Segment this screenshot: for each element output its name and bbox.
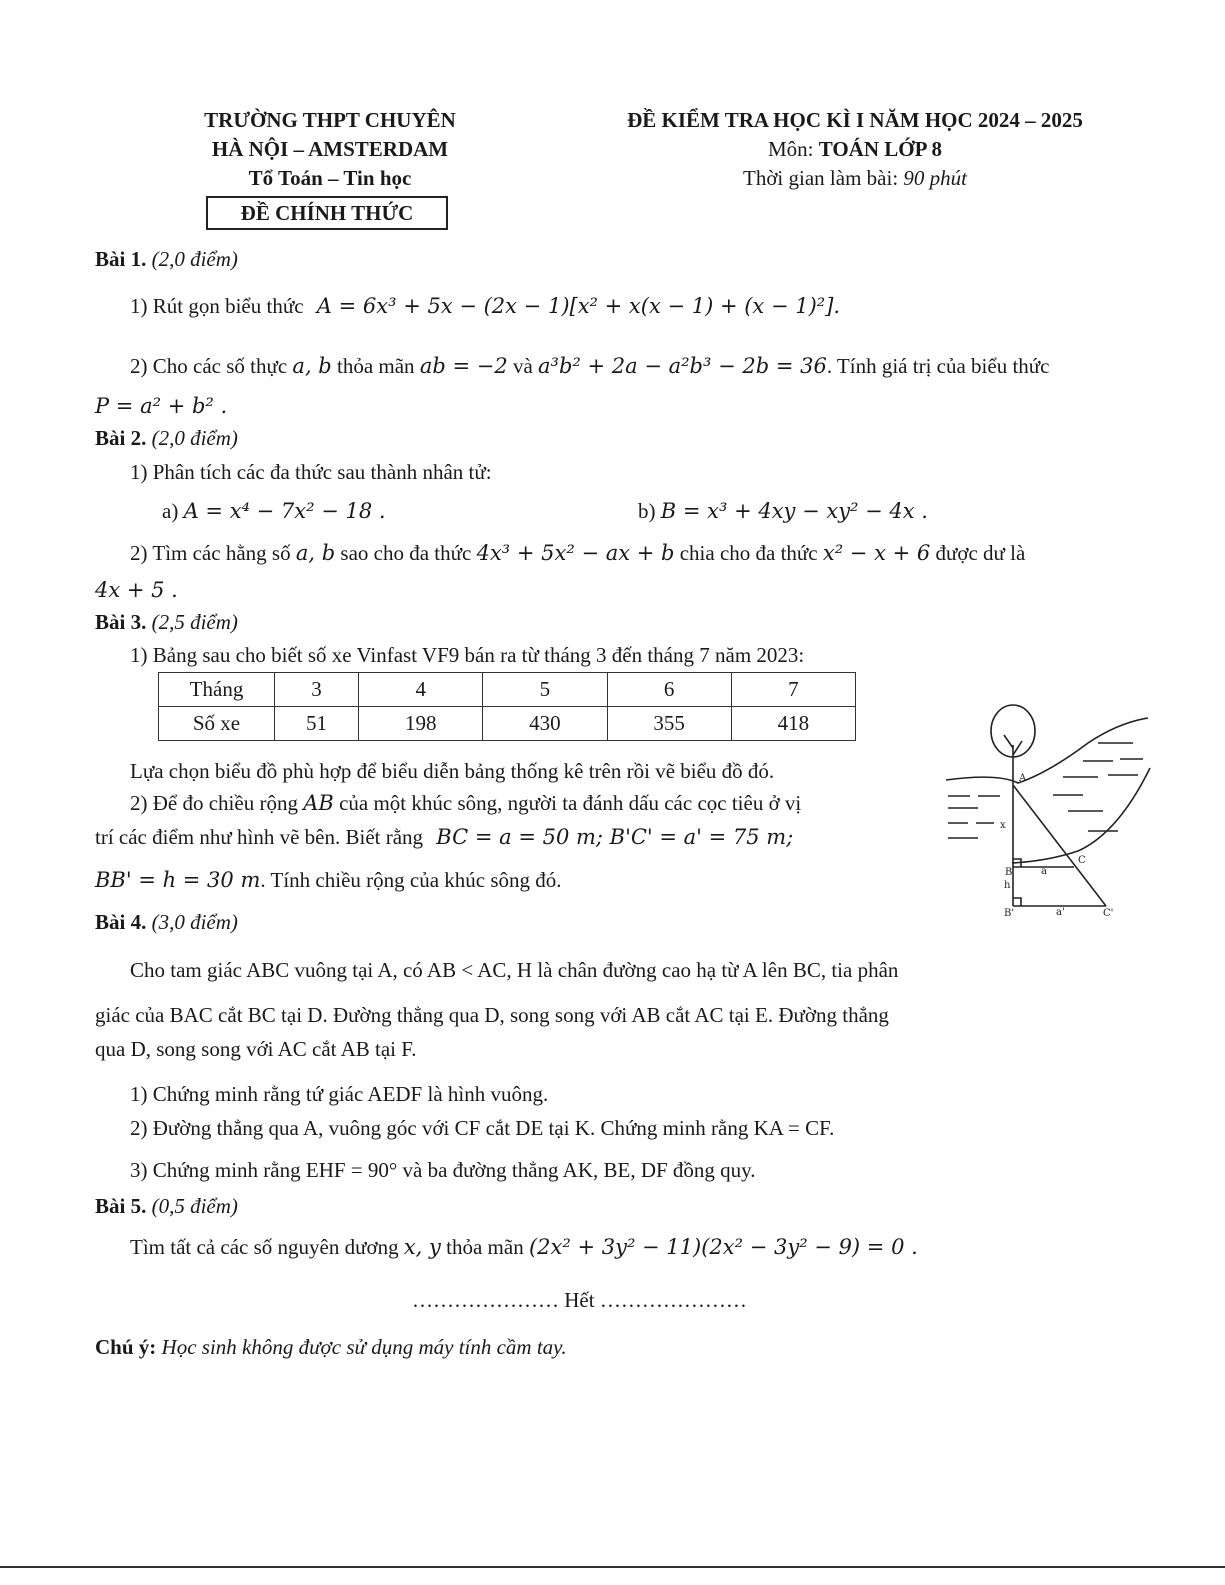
bai1-q1-text: 1) Rút gọn biểu thức [130,294,304,318]
bai4-q1: 1) Chứng minh rằng tứ giác AEDF là hình vuông. [130,1082,549,1106]
bai3-q2-l1a: 2) Để đo chiều rộng [130,791,298,815]
bai1-q2-and: và [512,354,533,378]
bai2-q1-text: 1) Phân tích các đa thức sau thành nhân tử: [130,460,492,484]
label-A: A [1019,773,1027,784]
label-a2: a' [1056,907,1065,918]
bai5-q-text: Tìm tất cả các số nguyên dương [130,1235,399,1259]
bai1-q1 [130,294,840,319]
bai3-q2-l3b: . Tính chiều rộng của khúc sông đó. [260,868,562,892]
bai1-q2-text2: thỏa mãn [337,354,415,378]
bai2-q2-div: x² − x + 6 [822,541,931,565]
note [95,1335,567,1360]
label-C: C [1078,855,1086,866]
official-badge: ĐỀ CHÍNH THỨC [206,196,448,230]
bai2-qa [162,499,386,524]
table-cell: 5 [483,673,607,707]
bai3-q2-l2a: trí các điểm như hình vẽ bên. Biết rằng [95,825,424,849]
table-cell: 198 [359,707,483,741]
school-line2: HÀ NỘI – AMSTERDAM [211,137,449,161]
bai2-heading [95,426,238,451]
bai1-q2-vars: a, b [292,354,332,378]
table-cell: 6 [607,673,731,707]
bai1-q2-text1: 2) Cho các số thực [130,354,288,378]
bai2-q2-text4: được dư là [935,541,1026,565]
label-B: B [1005,867,1013,878]
time-value: 90 phút [903,166,967,190]
bai2-q2-vars: a, b [295,541,336,565]
label-h: h [1004,880,1011,891]
table-cell: 3 [275,673,359,707]
bai3-q2-line1 [130,791,801,816]
bai5-q-vars: x, y [403,1235,441,1259]
bai4-points: (3,0 điểm) [151,910,238,934]
bai1-q2 [130,354,1050,379]
bottom-rule [0,1566,1225,1568]
bai3-q1-after: Lựa chọn biểu đồ phù hợp để biểu diễn bảng thống kê trên rồi vẽ biểu đồ đó. [130,759,775,783]
bai3-q2-l1b: AB [303,791,334,815]
bai3-points: (2,5 điểm) [151,610,238,634]
bai4-p-line1: Cho tam giác ABC vuông tại A, có AB < AC, H là chân đường cao hạ từ A lên BC, tia phân [130,958,899,982]
bai4-q2: 2) Đường thẳng qua A, vuông góc với CF cắt DE tại K. Chứng minh rằng KA = CF. [130,1116,835,1140]
bai5-q-text2: thỏa mãn [446,1235,524,1259]
bai1-q2-expr: P = a² + b² . [95,394,228,418]
bai1-heading [95,247,238,272]
bai1-q2-cond1: ab = −2 [419,354,508,378]
end-marker: ………………… Hết ………………… [412,1288,747,1312]
bai2-q2-poly: 4x³ + 5x² − ax + b [476,541,675,565]
table-head-cars: Số xe [159,707,275,741]
bai3-q2-l1c: của một khúc sông, người ta đánh dấu các cọc tiêu ở vị [339,791,802,815]
bai5-points: (0,5 điểm) [151,1194,238,1218]
school-line1: TRƯỜNG THPT CHUYÊN [204,108,456,132]
table-cell: 7 [731,673,855,707]
bai4-p-line3: qua D, song song với AC cắt AB tại F. [95,1037,417,1061]
bai5-heading [95,1194,238,1219]
table-cell: 418 [731,707,855,741]
table-row-cars [159,707,856,741]
subject: TOÁN LỚP 8 [818,137,943,161]
subject-line [560,135,1150,164]
bai3-q2-l2b: BC = a = 50 m; B'C' = a' = 75 m; [436,825,794,849]
bai3-q2-line2 [95,825,793,850]
bai5-q [130,1235,918,1260]
bai2-q2-text3: chia cho đa thức [679,541,818,565]
river-figure [938,703,1158,925]
bai5-q-math: (2x² + 3y² − 11)(2x² − 3y² − 9) = 0 . [528,1235,918,1259]
table-head-month: Tháng [159,673,275,707]
bai2-qa-label: a) [162,499,179,523]
exam-header [560,106,1150,193]
table-cell: 4 [359,673,483,707]
table-cell: 355 [607,707,731,741]
note-label: Chú ý: [95,1335,157,1359]
bai3-q2-line3 [95,868,562,893]
exam-title: ĐỀ KIỂM TRA HỌC KÌ I NĂM HỌC 2024 – 2025 [627,108,1083,132]
bai1-q2-text3: . Tính giá trị của biểu thức [826,354,1050,378]
bai2-title: Bài 2. [95,426,147,450]
bai3-title: Bài 3. [95,610,147,634]
label-C2: C' [1103,908,1114,919]
bai2-q2 [130,541,1025,566]
label-x: x [1000,820,1006,831]
table-row-month [159,673,856,707]
bai3-q1-text: 1) Bảng sau cho biết số xe Vinfast VF9 bán ra từ tháng 3 đến tháng 7 năm 2023: [130,643,805,667]
label-a: a [1041,866,1047,877]
bai2-qb-math: B = x³ + 4xy − xy² − 4x . [660,499,928,523]
bai3-q2-l3a: BB' = h = 30 m [95,868,261,892]
bai4-title: Bài 4. [95,910,147,934]
bai2-qb [638,499,928,524]
table-cell: 430 [483,707,607,741]
bai1-q2-cond2: a³b² + 2a − a²b³ − 2b = 36 [538,354,827,378]
bai3-heading [95,610,238,635]
school-line3: Tổ Toán – Tin học [248,166,412,190]
bai1-title: Bài 1. [95,247,147,271]
bai4-p-line2: giác của BAC cắt BC tại D. Đường thẳng qua D, song song với AB cắt AC tại E. Đường thẳng [95,1003,889,1027]
bai2-q2-text2: sao cho đa thức [340,541,472,565]
bai1-q1-math: A = 6x³ + 5x − (2x − 1)[x² + x(x − 1) + (x − 1)²]. [316,294,841,318]
note-text: Học sinh không được sử dụng máy tính cầm tay. [161,1335,567,1359]
bai2-qb-label: b) [638,499,656,523]
time-line [560,164,1150,193]
bai5-title: Bài 5. [95,1194,147,1218]
subject-prefix: Môn: [767,137,819,161]
bai2-q2-text1: 2) Tìm các hằng số [130,541,291,565]
bai2-q2-rem: 4x + 5 . [95,578,178,602]
bai4-q3: 3) Chứng minh rằng EHF = 90° và ba đường thẳng AK, BE, DF đồng quy. [130,1158,756,1182]
bai1-points: (2,0 điểm) [151,247,238,271]
bai4-heading [95,910,238,935]
label-B2: B' [1004,908,1015,919]
school-block [150,106,510,193]
bai2-points: (2,0 điểm) [151,426,238,450]
bai2-qa-math: A = x⁴ − 7x² − 18 . [183,499,386,523]
time-prefix: Thời gian làm bài: [743,166,904,190]
table-cell: 51 [275,707,359,741]
car-sales-table [158,672,856,741]
